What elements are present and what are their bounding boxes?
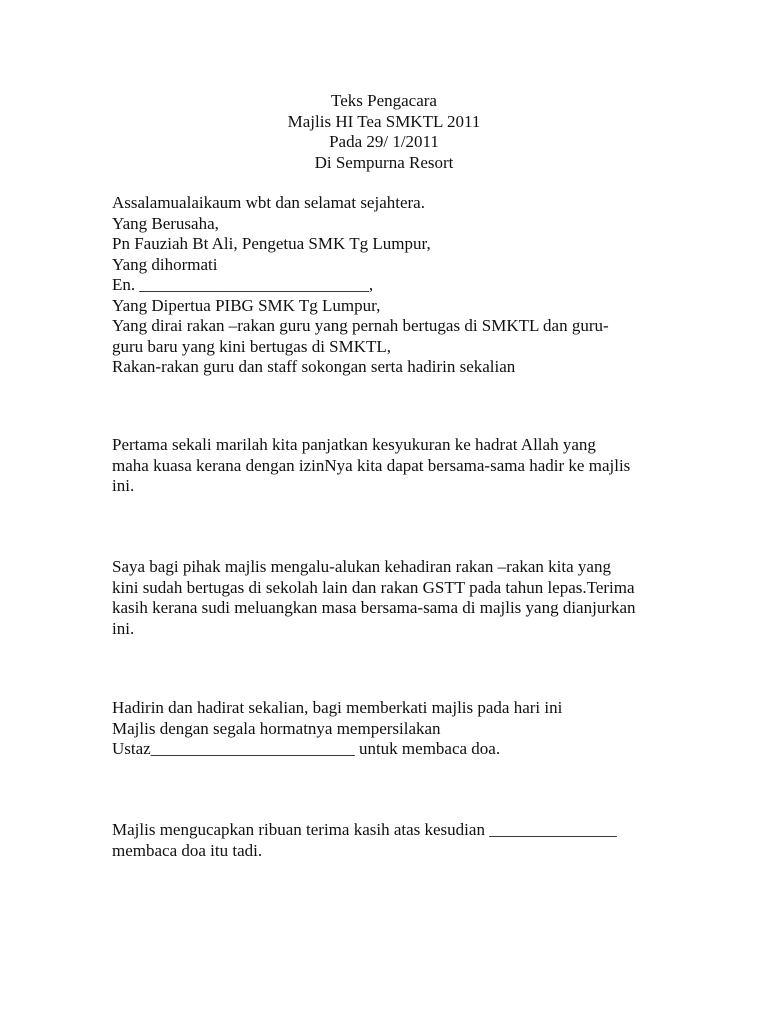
paragraph-line: Saya bagi pihak majlis mengalu-alukan kehadiran rakan –rakan kita yang	[112, 557, 611, 576]
paragraph-line: Majlis dengan segala hormatnya mempersilakan	[112, 718, 441, 738]
document-title-block	[0, 91, 768, 173]
event-date-line: Pada 29/ 1/2011	[329, 132, 439, 151]
paragraph-line: ini.	[112, 476, 135, 495]
paragraph-line: kasih kerana sudi meluangkan masa bersama-sama di majlis yang dianjurkan	[112, 598, 636, 617]
greeting-line: Rakan-rakan guru dan staff sokongan serta hadirin sekalian	[112, 357, 516, 376]
paragraph-line: kini sudah bertugas di sekolah lain dan rakan GSTT pada tahun lepas.Terima	[112, 577, 635, 597]
paragraph-line-blank: Ustaz________________________ untuk membaca doa.	[112, 739, 501, 758]
paragraph-line: ini.	[112, 618, 135, 638]
greeting-line: Yang Dipertua PIBG SMK Tg Lumpur,	[112, 295, 381, 315]
event-venue-line: Di Sempurna Resort	[314, 152, 454, 172]
greeting-line-blank: En. ___________________________,	[112, 275, 374, 294]
paragraph-line: Pertama sekali marilah kita panjatkan kesyukuran ke hadrat Allah yang	[112, 435, 596, 454]
paragraph-line: membaca doa itu tadi.	[112, 840, 263, 860]
paragraph-line: maha kuasa kerana dengan izinNya kita dapat bersama-sama hadir ke majlis	[112, 455, 631, 475]
greeting-line: Yang Berusaha,	[112, 213, 219, 233]
title-line: Teks Pengacara	[331, 91, 437, 110]
paragraph-welcome	[112, 557, 712, 639]
paragraph-line: Hadirin dan hadirat sekalian, bagi memberkati majlis pada hari ini	[112, 698, 563, 717]
event-name-line: Majlis HI Tea SMKTL 2011	[287, 111, 481, 131]
paragraph-thanks	[112, 820, 712, 861]
greeting-section	[112, 193, 712, 378]
greeting-line: guru baru yang kini bertugas di SMKTL,	[112, 336, 392, 356]
greeting-line: Pn Fauziah Bt Ali, Pengetua SMK Tg Lumpur,	[112, 234, 431, 253]
greeting-line: Yang dihormati	[112, 254, 218, 274]
greeting-line: Assalamualaikaum wbt dan selamat sejahtera.	[112, 193, 425, 212]
paragraph-prayer-invitation	[112, 698, 712, 760]
paragraph-gratitude	[112, 435, 712, 497]
paragraph-line-blank: Majlis mengucapkan ribuan terima kasih atas kesudian _______________	[112, 820, 617, 839]
greeting-line: Yang dirai rakan –rakan guru yang pernah bertugas di SMKTL dan guru-	[112, 316, 609, 335]
